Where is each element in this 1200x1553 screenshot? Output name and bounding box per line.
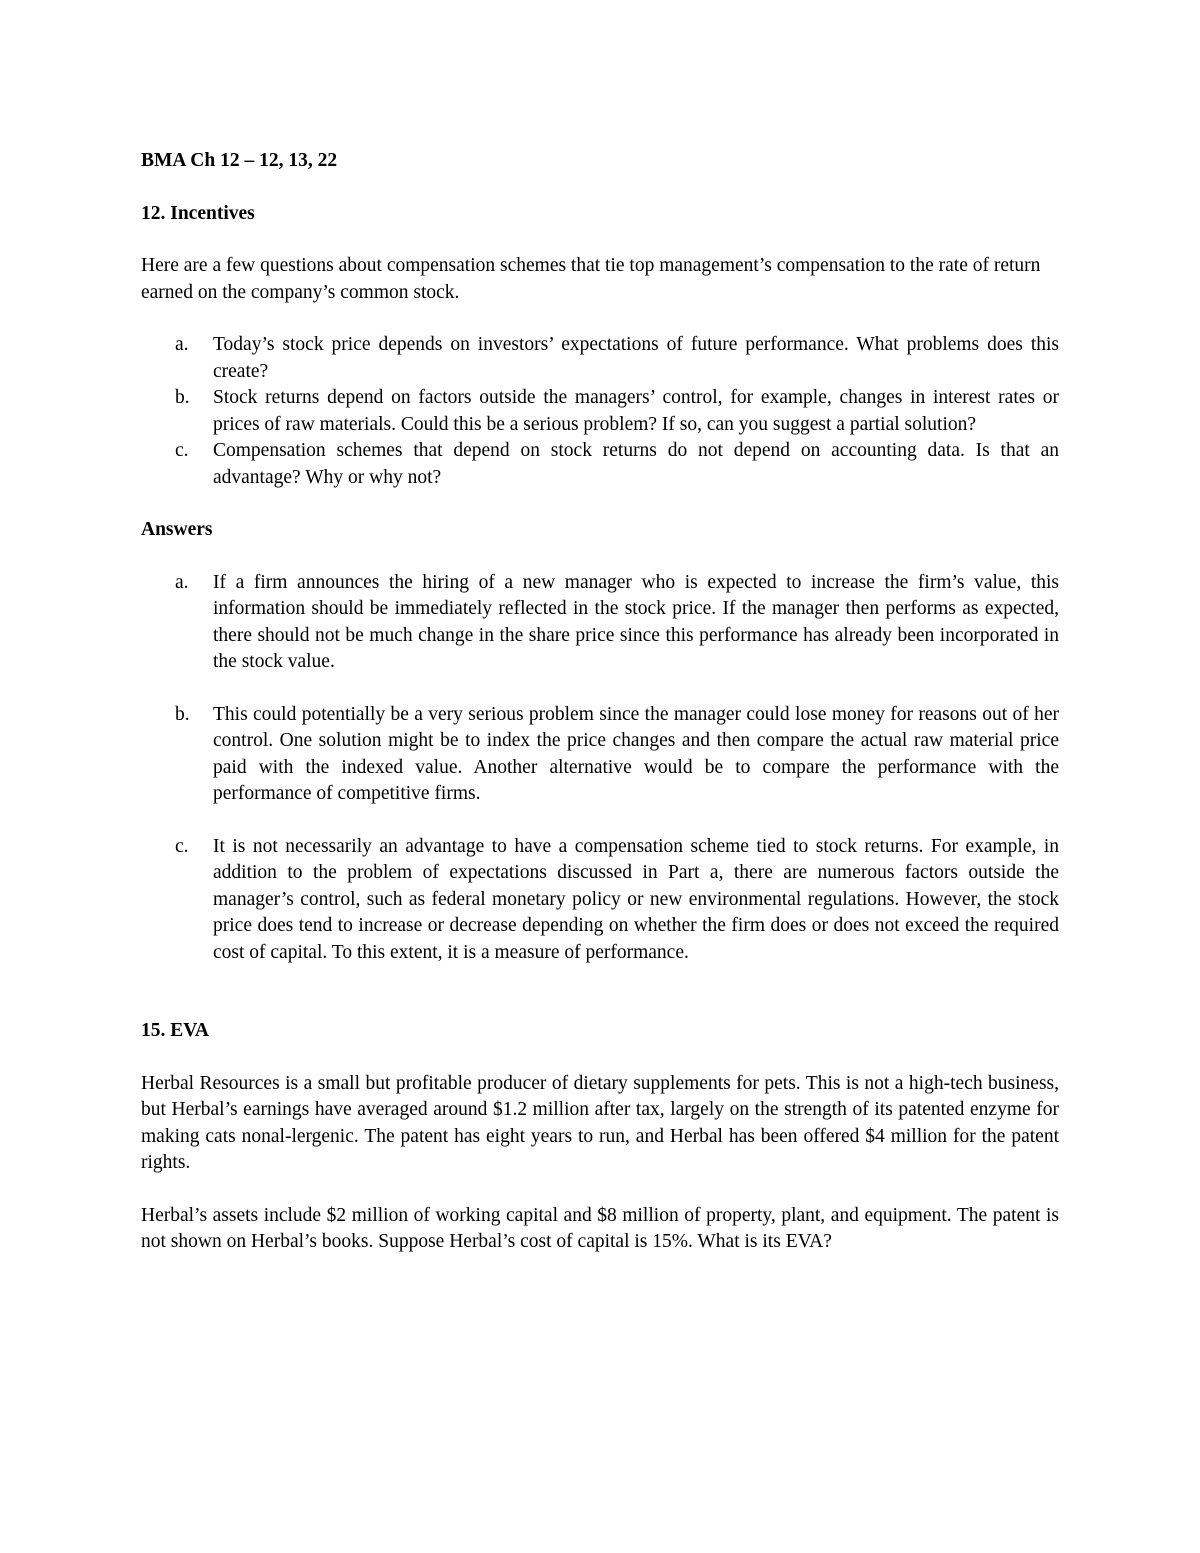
question-list <box>141 332 1059 491</box>
answer-text: It is not necessarily an advantage to have a compensation scheme tied to stock returns. For example, in addition to the problem of expectations discussed in Part a, there are numerous factors outside the manager’s control, such as federal monetary policy or new environmental regulations. However, the stock price does tend to increase or decrease depending on whether the firm does or does not exceed the required cost of capital. To this extent, it is a measure of performance. <box>213 835 1059 963</box>
section-spacer <box>141 992 1059 1018</box>
answer-item-b <box>141 702 1059 808</box>
question-item-c <box>141 438 1059 491</box>
answer-list <box>141 570 1059 967</box>
page-content <box>141 148 1059 1282</box>
answer-item-c <box>141 834 1059 967</box>
answer-text: This could potentially be a very serious problem since the manager could lose money for reasons out of her control. One solution might be to index the price changes and then compare the actual raw material price paid with the indexed value. Another alternative would be to compare the performance with the performance of competitive firms. <box>213 703 1059 804</box>
answer-item-a <box>141 570 1059 676</box>
question-text: Stock returns depend on factors outside the managers’ control, for example, changes in interest rates or prices of raw materials. Could this be a serious problem? If so, can you suggest a partial solution? <box>213 387 1059 435</box>
document-title: BMA Ch 12 – 12, 13, 22 <box>141 150 338 171</box>
incentives-intro: Here are a few questions about compensation schemes that tie top management’s compensation to the rate of return earned on the company’s common stock. <box>141 255 1041 303</box>
eva-paragraph-2: Herbal’s assets include $2 million of working capital and $8 million of property, plant, and equipment. The patent is not shown on Herbal’s books. Suppose Herbal’s cost of capital is 15%. What is its EVA? <box>141 1204 1059 1252</box>
question-label: b. <box>175 387 190 408</box>
question-label: a. <box>175 334 189 355</box>
eva-paragraph-1: Herbal Resources is a small but profitable producer of dietary supplements for pets. This is not a high-tech business, but Herbal’s earnings have averaged around $1.2 million after tax, largely on the strength of its patented enzyme for making cats nonal-lergenic. The patent has eight years to run, and Herbal has been offered $4 million for the patent rights. <box>141 1072 1059 1173</box>
question-item-a <box>141 332 1059 385</box>
question-text: Compensation schemes that depend on stock returns do not depend on accounting data. Is that an advantage? Why or why not? <box>213 440 1059 488</box>
section-heading-answers: Answers <box>141 519 213 540</box>
section-heading-incentives: 12. Incentives <box>141 202 255 224</box>
question-item-b <box>141 385 1059 438</box>
answer-text: If a firm announces the hiring of a new manager who is expected to increase the firm’s value, this information should be immediately reflected in the stock price. If the manager then performs as expected, there should not be much change in the share price since this performance has already been incorporated in the stock value. <box>213 571 1059 672</box>
question-text: Today’s stock price depends on investors’ expectations of future performance. What problems does this create? <box>213 334 1059 382</box>
answer-label: a. <box>175 571 189 593</box>
question-label: c. <box>175 440 189 461</box>
answer-label: c. <box>175 835 189 857</box>
answer-label: b. <box>175 703 190 725</box>
section-heading-eva: 15. EVA <box>141 1020 209 1041</box>
